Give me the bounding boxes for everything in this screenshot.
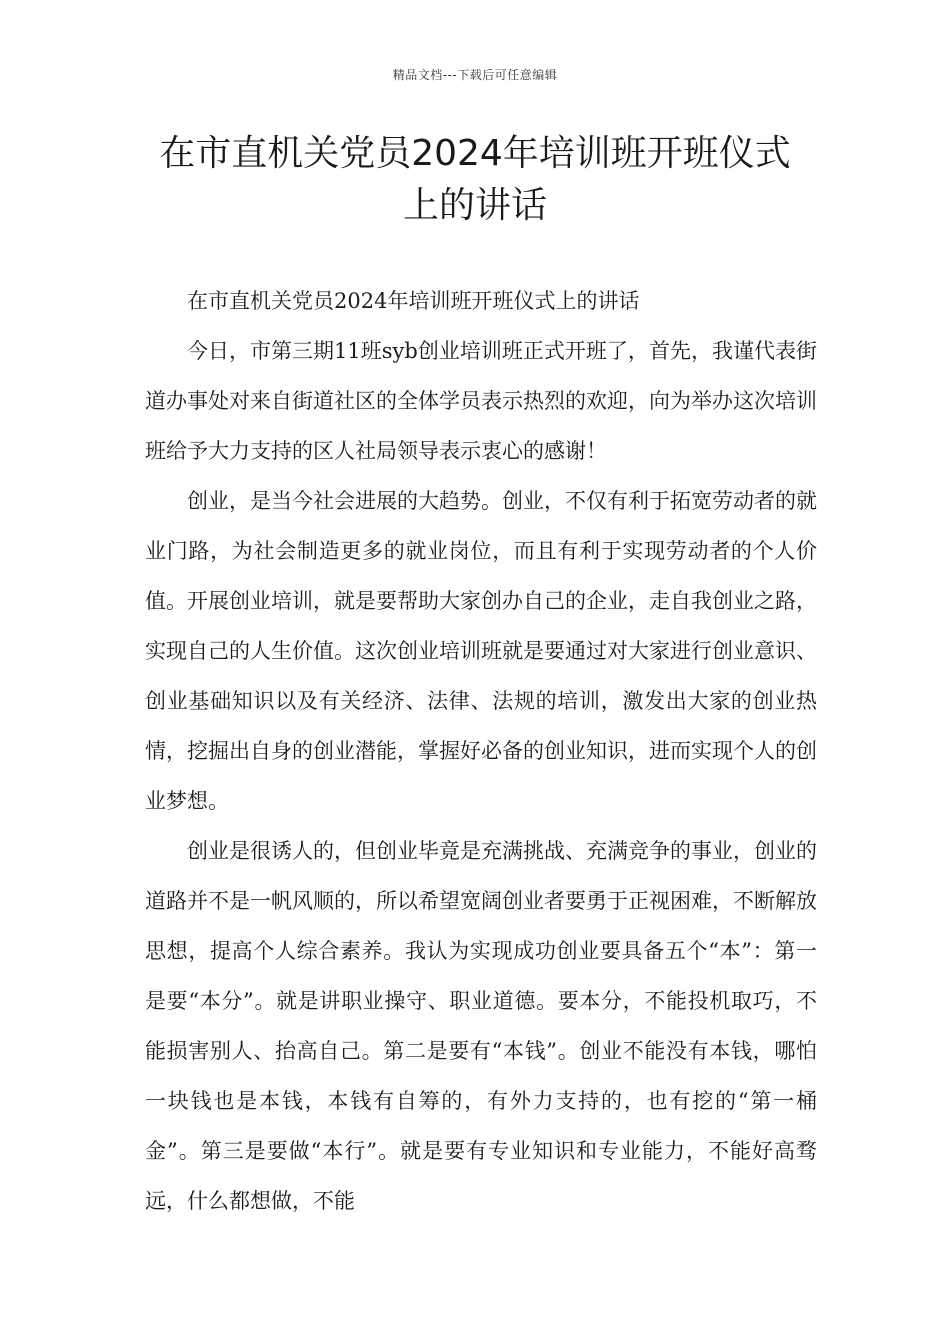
- paragraph-subtitle: 在市直机关党员2024年培训班开班仪式上的讲话: [187, 289, 640, 313]
- page-header-note: 精品文档---下载后可任意编辑: [392, 68, 558, 82]
- document-title: 在市直机关党员2024年培训班开班仪式上的讲话: [159, 133, 791, 226]
- paragraph-five-ben: 创业是很诱人的，但创业毕竟是充满挑战、充满竞争的事业，创业的道路并不是一帆风顺的，所以希望宽阔创业者要勇于正视困难，不断解放思想，提高个人综合素养。我认为实现成功创业要具备五个“本”：第一是要“本分”。就是讲职业操守、职业道德。要本分，不能投机取巧，不能损害别人、抬高自己。第二是要有“本钱”。创业不能没有本钱，哪怕一块钱也是本钱，本钱有自筹的，有外力支持的，也有挖的“第一桶金”。第三是要做“本行”。就是要有专业知识和专业能力，不能好高骛远，什么都想做，不能: [145, 839, 817, 1213]
- document-body: [145, 276, 817, 1226]
- paragraph-opening: 今日，市第三期11班syb创业培训班正式开班了，首先，我谨代表街道办事处对来自街道社区的全体学员表示热烈的欢迎，向为举办这次培训班给予大力支持的区人社局领导表示衷心的感谢！: [145, 339, 817, 463]
- paragraph-entrepreneurship-trend: 创业，是当今社会进展的大趋势。创业，不仅有利于拓宽劳动者的就业门路，为社会制造更多的就业岗位，而且有利于实现劳动者的个人价值。开展创业培训，就是要帮助大家创办自己的企业，走自我创业之路，实现自己的人生价值。这次创业培训班就是要通过对大家进行创业意识、创业基础知识以及有关经济、法律、法规的培训，激发出大家的创业热情，挖掘出自身的创业潜能，掌握好必备的创业知识，进而实现个人的创业梦想。: [145, 489, 817, 813]
